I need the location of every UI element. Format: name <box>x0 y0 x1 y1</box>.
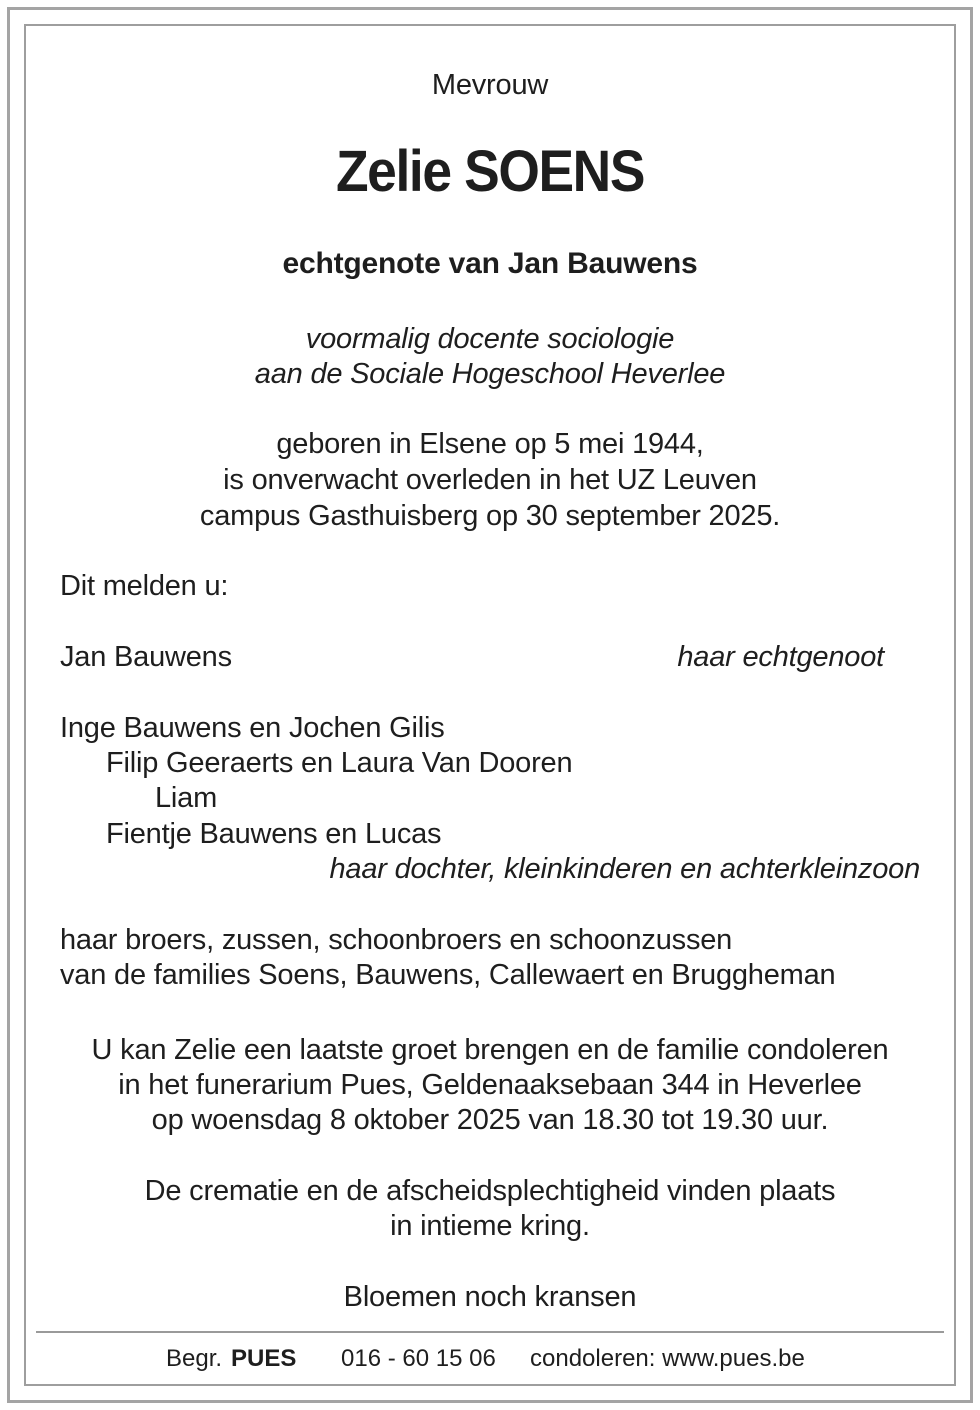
spouse-name: Jan Bauwens <box>60 641 232 673</box>
family-role: haar dochter, kleinkinderen en achterkleinzoon <box>329 853 920 885</box>
footer-divider <box>36 1331 944 1333</box>
family-member: Fientje Bauwens en Lucas <box>106 818 442 850</box>
family-member: Liam <box>155 782 218 814</box>
spouse-role: haar echtgenoot <box>677 641 884 673</box>
ceremony-line-1: De crematie en de afscheidsplechtigheid vinden plaats <box>144 1175 836 1207</box>
visitation-line-1: U kan Zelie een laatste groet brengen en de familie condoleren <box>91 1034 889 1066</box>
flowers-note: Bloemen noch kransen <box>343 1281 637 1313</box>
profession-line-2: aan de Sociale Hogeschool Heverlee <box>254 358 726 390</box>
undertaker-name: PUES <box>231 1345 297 1372</box>
footer-prefix: Begr. <box>166 1345 223 1372</box>
condolence-link[interactable]: condoleren: www.pues.be <box>530 1345 805 1372</box>
undertaker-phone: 016 - 60 15 06 <box>341 1345 496 1372</box>
siblings-line-1: haar broers, zussen, schoonbroers en schoonzussen <box>60 924 733 956</box>
visitation-line-3: op woensdag 8 oktober 2025 van 18.30 tot 19.30 uur. <box>151 1104 829 1136</box>
deceased-name: Zelie SOENS <box>335 139 645 204</box>
visitation-line-2: in het funerarium Pues, Geldenaaksebaan 344 in Heverlee <box>118 1069 862 1101</box>
family-member: Inge Bauwens en Jochen Gilis <box>60 712 445 744</box>
announcers-intro: Dit melden u: <box>60 570 229 602</box>
profession-line-1: voormalig docente sociologie <box>305 323 675 355</box>
death-place-line: campus Gasthuisberg op 30 september 2025. <box>199 500 781 532</box>
ceremony-line-2: in intieme kring. <box>390 1210 590 1242</box>
siblings-line-2: van de families Soens, Bauwens, Callewaert en Bruggheman <box>60 959 836 991</box>
footer <box>0 1343 980 1375</box>
spouse-line: echtgenote van Jan Bauwens <box>282 247 698 280</box>
death-line: is onverwacht overleden in het UZ Leuven <box>223 464 757 496</box>
salutation: Mevrouw <box>431 69 549 101</box>
birth-line: geboren in Elsene op 5 mei 1944, <box>276 428 704 460</box>
family-member: Filip Geeraerts en Laura Van Dooren <box>106 747 573 779</box>
